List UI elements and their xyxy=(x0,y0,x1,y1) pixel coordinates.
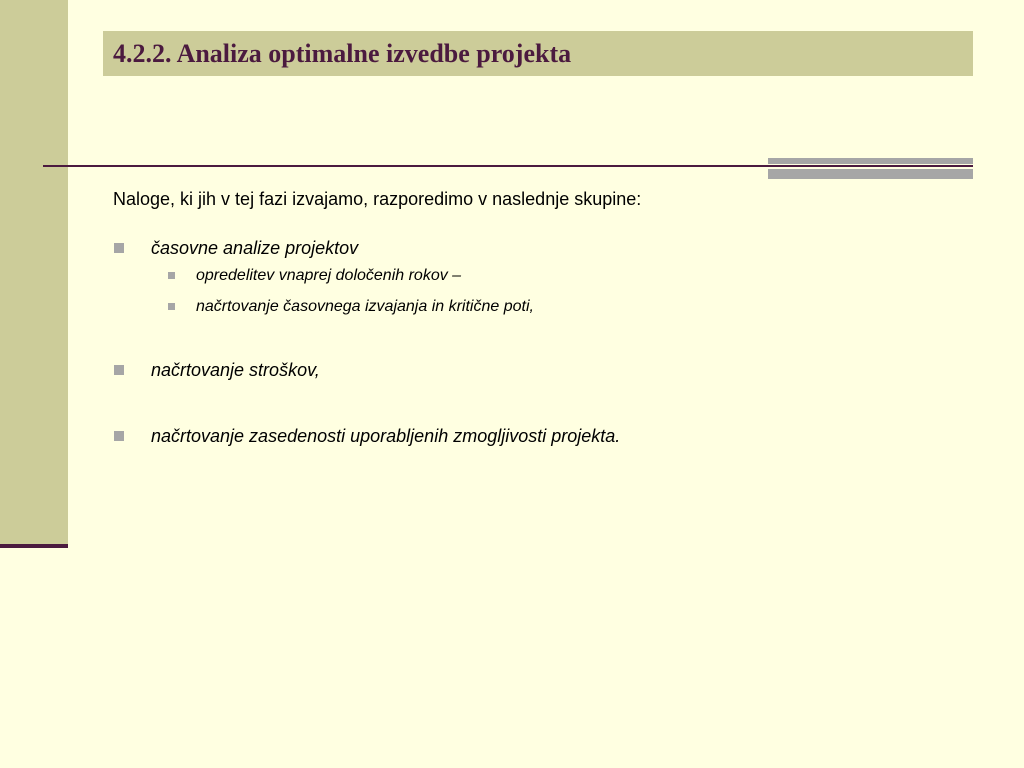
sub-list-item xyxy=(113,297,973,317)
list-item-text: načrtovanje stroškov, xyxy=(151,360,320,380)
slide-body xyxy=(113,186,973,449)
list-item xyxy=(113,357,973,383)
divider-accent-band-bottom xyxy=(768,169,973,179)
sub-list-item-text: opredelitev vnaprej določenih rokov – xyxy=(196,267,462,284)
divider-accent-band-top xyxy=(768,158,973,164)
left-accent-bar xyxy=(0,0,68,546)
title-banner xyxy=(103,31,973,76)
list-item-text: načrtovanje zasedenosti uporabljenih zmogljivosti projekta. xyxy=(151,426,621,446)
divider-accent-bands xyxy=(768,158,973,179)
sub-list-item-text: načrtovanje časovnega izvajanja in kritične poti, xyxy=(196,298,534,315)
intro-text: Naloge, ki jih v tej fazi izvajamo, razporedimo v naslednje skupine: xyxy=(113,189,642,209)
list-item xyxy=(113,423,973,449)
slide-title: 4.2.2. Analiza optimalne izvedbe projekta xyxy=(113,38,572,68)
left-accent-underline xyxy=(0,544,68,548)
list-item-text: časovne analize projektov xyxy=(151,238,359,258)
square-bullet-icon xyxy=(168,272,175,279)
list-item xyxy=(113,235,973,261)
square-bullet-icon xyxy=(114,365,124,375)
square-bullet-icon xyxy=(168,303,175,310)
sub-list-item xyxy=(113,266,973,286)
square-bullet-icon xyxy=(114,431,124,441)
square-bullet-icon xyxy=(114,243,124,253)
